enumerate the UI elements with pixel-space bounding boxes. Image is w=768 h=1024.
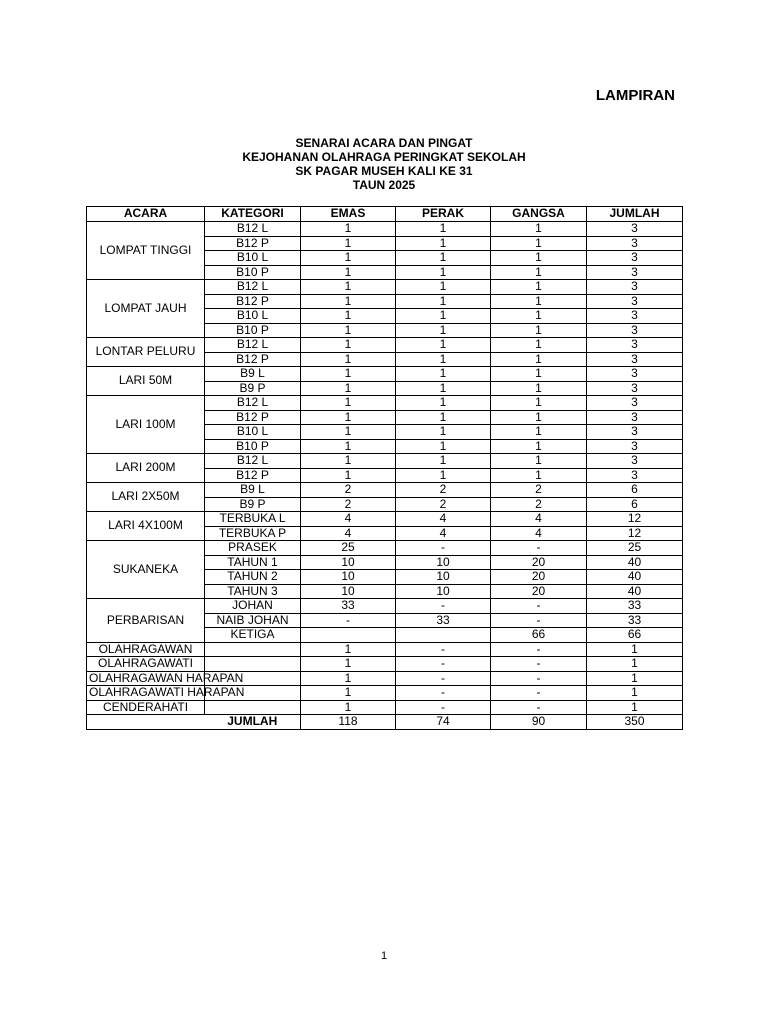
acara-cell: LARI 4X100M bbox=[87, 512, 205, 541]
jumlah-cell: 1 bbox=[587, 671, 683, 686]
gangsa-cell: 4 bbox=[491, 512, 587, 527]
kategori-cell bbox=[205, 700, 301, 715]
emas-cell: 1 bbox=[301, 468, 396, 483]
emas-cell: 1 bbox=[301, 686, 396, 701]
gangsa-cell: - bbox=[491, 599, 587, 614]
emas-cell: 1 bbox=[301, 280, 396, 295]
gangsa-cell: - bbox=[491, 541, 587, 556]
kategori-cell: KETIGA bbox=[205, 628, 301, 643]
perak-cell: 1 bbox=[396, 280, 491, 295]
acara-cell: OLAHRAGAWATI bbox=[87, 657, 205, 672]
jumlah-cell: 12 bbox=[587, 512, 683, 527]
totals-label: JUMLAH bbox=[205, 715, 301, 730]
jumlah-cell: 3 bbox=[587, 265, 683, 280]
kategori-cell: B9 P bbox=[205, 497, 301, 512]
emas-cell: 1 bbox=[301, 671, 396, 686]
emas-cell: 1 bbox=[301, 700, 396, 715]
emas-cell: 1 bbox=[301, 425, 396, 440]
col-header-perak: PERAK bbox=[396, 207, 491, 222]
kategori-cell: B9 P bbox=[205, 381, 301, 396]
table-row bbox=[87, 396, 683, 411]
gangsa-cell: 1 bbox=[491, 309, 587, 324]
emas-cell: 10 bbox=[301, 584, 396, 599]
emas-cell: 1 bbox=[301, 439, 396, 454]
jumlah-cell: 1 bbox=[587, 686, 683, 701]
perak-cell: 1 bbox=[396, 294, 491, 309]
table-row bbox=[87, 280, 683, 295]
perak-cell: 1 bbox=[396, 410, 491, 425]
perak-cell: 2 bbox=[396, 483, 491, 498]
table-row bbox=[87, 686, 683, 701]
acara-cell: LONTAR PELURU bbox=[87, 338, 205, 367]
acara-cell: CENDERAHATI bbox=[87, 700, 205, 715]
col-header-acara: ACARA bbox=[87, 207, 205, 222]
emas-cell: 1 bbox=[301, 352, 396, 367]
kategori-cell: B12 L bbox=[205, 454, 301, 469]
kategori-cell: B10 L bbox=[205, 425, 301, 440]
jumlah-cell: 3 bbox=[587, 381, 683, 396]
kategori-cell: B10 P bbox=[205, 265, 301, 280]
appendix-label: LAMPIRAN bbox=[595, 87, 675, 104]
perak-cell: 1 bbox=[396, 352, 491, 367]
emas-cell: 1 bbox=[301, 381, 396, 396]
perak-cell: - bbox=[396, 642, 491, 657]
table-row bbox=[87, 541, 683, 556]
totals-jumlah: 350 bbox=[587, 715, 683, 730]
perak-cell: 2 bbox=[396, 497, 491, 512]
kategori-cell: B10 L bbox=[205, 309, 301, 324]
perak-cell: 1 bbox=[396, 265, 491, 280]
jumlah-cell: 33 bbox=[587, 613, 683, 628]
kategori-cell: B12 L bbox=[205, 338, 301, 353]
emas-cell: 10 bbox=[301, 555, 396, 570]
jumlah-cell: 3 bbox=[587, 309, 683, 324]
acara-cell: OLAHRAGAWATI HARAPAN bbox=[87, 686, 205, 701]
kategori-cell: TERBUKA P bbox=[205, 526, 301, 541]
jumlah-cell: 3 bbox=[587, 222, 683, 237]
kategori-cell: B10 P bbox=[205, 323, 301, 338]
perak-cell: 1 bbox=[396, 367, 491, 382]
table-row bbox=[87, 599, 683, 614]
gangsa-cell: 1 bbox=[491, 265, 587, 280]
totals-perak: 74 bbox=[396, 715, 491, 730]
gangsa-cell: 2 bbox=[491, 497, 587, 512]
totals-gangsa: 90 bbox=[491, 715, 587, 730]
jumlah-cell: 40 bbox=[587, 555, 683, 570]
emas-cell: 33 bbox=[301, 599, 396, 614]
gangsa-cell: 1 bbox=[491, 236, 587, 251]
kategori-cell: B12 P bbox=[205, 236, 301, 251]
emas-cell bbox=[301, 628, 396, 643]
gangsa-cell: 66 bbox=[491, 628, 587, 643]
emas-cell: 1 bbox=[301, 236, 396, 251]
emas-cell: 4 bbox=[301, 512, 396, 527]
totals-row bbox=[87, 715, 683, 730]
perak-cell: 1 bbox=[396, 222, 491, 237]
kategori-cell: PRASEK bbox=[205, 541, 301, 556]
perak-cell: - bbox=[396, 700, 491, 715]
acara-cell: LOMPAT TINGGI bbox=[87, 222, 205, 280]
acara-cell: LARI 100M bbox=[87, 396, 205, 454]
kategori-cell: B9 L bbox=[205, 367, 301, 382]
kategori-cell: TERBUKA L bbox=[205, 512, 301, 527]
acara-cell: LARI 200M bbox=[87, 454, 205, 483]
gangsa-cell: 20 bbox=[491, 555, 587, 570]
gangsa-cell: - bbox=[491, 671, 587, 686]
acara-cell: LARI 2X50M bbox=[87, 483, 205, 512]
perak-cell: 1 bbox=[396, 468, 491, 483]
col-header-emas: EMAS bbox=[301, 207, 396, 222]
perak-cell: 1 bbox=[396, 439, 491, 454]
jumlah-cell: 3 bbox=[587, 236, 683, 251]
perak-cell: 1 bbox=[396, 251, 491, 266]
perak-cell: - bbox=[396, 541, 491, 556]
jumlah-cell: 3 bbox=[587, 251, 683, 266]
gangsa-cell: 1 bbox=[491, 222, 587, 237]
kategori-cell: B9 L bbox=[205, 483, 301, 498]
emas-cell: 1 bbox=[301, 222, 396, 237]
kategori-cell bbox=[205, 657, 301, 672]
jumlah-cell: 3 bbox=[587, 294, 683, 309]
col-header-gangsa: GANGSA bbox=[491, 207, 587, 222]
gangsa-cell: 1 bbox=[491, 294, 587, 309]
gangsa-cell: 2 bbox=[491, 483, 587, 498]
jumlah-cell: 12 bbox=[587, 526, 683, 541]
acara-cell: OLAHRAGAWAN bbox=[87, 642, 205, 657]
emas-cell: 1 bbox=[301, 454, 396, 469]
jumlah-cell: 6 bbox=[587, 483, 683, 498]
kategori-cell: B12 P bbox=[205, 352, 301, 367]
jumlah-cell: 1 bbox=[587, 657, 683, 672]
jumlah-cell: 66 bbox=[587, 628, 683, 643]
emas-cell: 2 bbox=[301, 483, 396, 498]
acara-cell: OLAHRAGAWAN HARAPAN bbox=[87, 671, 205, 686]
title-line-2: KEJOHANAN OLAHRAGA PERINGKAT SEKOLAH bbox=[242, 150, 526, 164]
kategori-cell: B10 P bbox=[205, 439, 301, 454]
perak-cell: 1 bbox=[396, 323, 491, 338]
jumlah-cell: 3 bbox=[587, 323, 683, 338]
emas-cell: 1 bbox=[301, 323, 396, 338]
perak-cell: 10 bbox=[396, 570, 491, 585]
table-row bbox=[87, 338, 683, 353]
emas-cell: 1 bbox=[301, 309, 396, 324]
jumlah-cell: 1 bbox=[587, 700, 683, 715]
gangsa-cell: - bbox=[491, 700, 587, 715]
kategori-cell: B12 L bbox=[205, 280, 301, 295]
gangsa-cell: 1 bbox=[491, 338, 587, 353]
emas-cell: 1 bbox=[301, 410, 396, 425]
emas-cell: 1 bbox=[301, 642, 396, 657]
gangsa-cell: 1 bbox=[491, 367, 587, 382]
kategori-cell: B12 P bbox=[205, 410, 301, 425]
gangsa-cell: 1 bbox=[491, 439, 587, 454]
jumlah-cell: 33 bbox=[587, 599, 683, 614]
gangsa-cell: 1 bbox=[491, 352, 587, 367]
jumlah-cell: 3 bbox=[587, 425, 683, 440]
table-body bbox=[87, 222, 683, 715]
gangsa-cell: 20 bbox=[491, 584, 587, 599]
perak-cell: 1 bbox=[396, 236, 491, 251]
table-row bbox=[87, 454, 683, 469]
gangsa-cell: 1 bbox=[491, 410, 587, 425]
perak-cell: 4 bbox=[396, 512, 491, 527]
emas-cell: 1 bbox=[301, 265, 396, 280]
kategori-cell: B10 L bbox=[205, 251, 301, 266]
jumlah-cell: 3 bbox=[587, 454, 683, 469]
gangsa-cell: 1 bbox=[491, 468, 587, 483]
perak-cell: 1 bbox=[396, 309, 491, 324]
gangsa-cell: - bbox=[491, 657, 587, 672]
emas-cell: 4 bbox=[301, 526, 396, 541]
jumlah-cell: 3 bbox=[587, 468, 683, 483]
table-row bbox=[87, 642, 683, 657]
kategori-cell: TAHUN 2 bbox=[205, 570, 301, 585]
kategori-cell: TAHUN 1 bbox=[205, 555, 301, 570]
kategori-cell: JOHAN bbox=[205, 599, 301, 614]
kategori-cell: B12 P bbox=[205, 468, 301, 483]
acara-cell: LARI 50M bbox=[87, 367, 205, 396]
emas-cell: - bbox=[301, 613, 396, 628]
title-line-4: TAUN 2025 bbox=[352, 178, 416, 192]
kategori-cell: B12 L bbox=[205, 396, 301, 411]
emas-cell: 1 bbox=[301, 338, 396, 353]
gangsa-cell: 1 bbox=[491, 251, 587, 266]
acara-cell: PERBARISAN bbox=[87, 599, 205, 643]
perak-cell: - bbox=[396, 599, 491, 614]
perak-cell: 1 bbox=[396, 454, 491, 469]
jumlah-cell: 3 bbox=[587, 338, 683, 353]
kategori-cell: B12 L bbox=[205, 222, 301, 237]
emas-cell: 1 bbox=[301, 294, 396, 309]
title-line-3: SK PAGAR MUSEH KALI KE 31 bbox=[295, 164, 473, 178]
gangsa-cell: - bbox=[491, 686, 587, 701]
gangsa-cell: 1 bbox=[491, 454, 587, 469]
acara-cell: SUKANEKA bbox=[87, 541, 205, 599]
totals-spacer bbox=[87, 715, 205, 730]
perak-cell: 1 bbox=[396, 338, 491, 353]
perak-cell: - bbox=[396, 671, 491, 686]
perak-cell: 1 bbox=[396, 396, 491, 411]
table-row bbox=[87, 671, 683, 686]
kategori-cell bbox=[205, 642, 301, 657]
jumlah-cell: 1 bbox=[587, 642, 683, 657]
jumlah-cell: 40 bbox=[587, 570, 683, 585]
acara-cell: LOMPAT JAUH bbox=[87, 280, 205, 338]
gangsa-cell: - bbox=[491, 642, 587, 657]
page-number: 1 bbox=[380, 950, 388, 962]
emas-cell: 25 bbox=[301, 541, 396, 556]
document-title bbox=[0, 136, 768, 192]
col-header-jumlah: JUMLAH bbox=[587, 207, 683, 222]
table-row bbox=[87, 657, 683, 672]
jumlah-cell: 3 bbox=[587, 352, 683, 367]
jumlah-cell: 3 bbox=[587, 280, 683, 295]
kategori-cell: NAIB JOHAN bbox=[205, 613, 301, 628]
emas-cell: 2 bbox=[301, 497, 396, 512]
jumlah-cell: 3 bbox=[587, 396, 683, 411]
perak-cell: 1 bbox=[396, 381, 491, 396]
emas-cell: 1 bbox=[301, 657, 396, 672]
perak-cell: 1 bbox=[396, 425, 491, 440]
table-row bbox=[87, 512, 683, 527]
gangsa-cell: 20 bbox=[491, 570, 587, 585]
gangsa-cell: 1 bbox=[491, 323, 587, 338]
table-row bbox=[87, 700, 683, 715]
perak-cell: 10 bbox=[396, 584, 491, 599]
col-header-kategori: KATEGORI bbox=[205, 207, 301, 222]
perak-cell: - bbox=[396, 686, 491, 701]
totals-emas: 118 bbox=[301, 715, 396, 730]
jumlah-cell: 6 bbox=[587, 497, 683, 512]
jumlah-cell: 3 bbox=[587, 367, 683, 382]
perak-cell: 4 bbox=[396, 526, 491, 541]
gangsa-cell: 1 bbox=[491, 396, 587, 411]
kategori-cell: B12 P bbox=[205, 294, 301, 309]
perak-cell: 33 bbox=[396, 613, 491, 628]
perak-cell: 10 bbox=[396, 555, 491, 570]
emas-cell: 10 bbox=[301, 570, 396, 585]
jumlah-cell: 3 bbox=[587, 410, 683, 425]
table-row bbox=[87, 222, 683, 237]
gangsa-cell: 1 bbox=[491, 425, 587, 440]
jumlah-cell: 25 bbox=[587, 541, 683, 556]
emas-cell: 1 bbox=[301, 251, 396, 266]
gangsa-cell: 1 bbox=[491, 381, 587, 396]
jumlah-cell: 3 bbox=[587, 439, 683, 454]
title-line-1: SENARAI ACARA DAN PINGAT bbox=[295, 136, 473, 150]
perak-cell bbox=[396, 628, 491, 643]
jumlah-cell: 40 bbox=[587, 584, 683, 599]
perak-cell: - bbox=[396, 657, 491, 672]
emas-cell: 1 bbox=[301, 396, 396, 411]
table-row bbox=[87, 367, 683, 382]
gangsa-cell: 4 bbox=[491, 526, 587, 541]
table-row bbox=[87, 483, 683, 498]
table-header-row bbox=[87, 207, 683, 222]
kategori-cell: TAHUN 3 bbox=[205, 584, 301, 599]
gangsa-cell: - bbox=[491, 613, 587, 628]
emas-cell: 1 bbox=[301, 367, 396, 382]
gangsa-cell: 1 bbox=[491, 280, 587, 295]
medal-table bbox=[86, 206, 683, 730]
